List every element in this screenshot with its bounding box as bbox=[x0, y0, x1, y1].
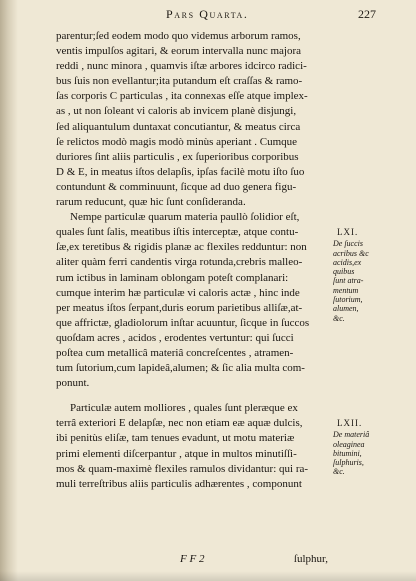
margin-note-line: ſulphuris, bbox=[333, 458, 364, 468]
text-line: as , ut non ſoleant vi caloris ab invicem planè disjungi, bbox=[56, 105, 297, 118]
margin-note-line: ſunt atra- bbox=[333, 276, 364, 286]
margin-note-lxi bbox=[333, 228, 405, 323]
catchword: ſulphur, bbox=[293, 553, 328, 565]
text-line: per meatus iſtos ſerpant,duris eorum parietibus alliſæ,at- bbox=[56, 301, 303, 314]
text-line: ſed aliquantulum duntaxat concutiantur, & meatus circa bbox=[56, 120, 301, 133]
text-line: que affrictæ, gladiolorum inſtar acuuntur, ſicque in ſuccos bbox=[56, 316, 310, 329]
margin-note-line: alumen, bbox=[333, 304, 359, 314]
margin-note-line: oleaginea bbox=[333, 439, 365, 449]
signature-mark: F F 2 bbox=[180, 553, 205, 565]
text-line: contundunt & comminuunt, ſicque ad duo genera figu- bbox=[56, 180, 297, 193]
text-line: primi elementi diſcerpantur , atque in multos minutiſſi- bbox=[56, 447, 297, 460]
margin-note-lxii bbox=[333, 419, 405, 477]
text-line: Particulæ autem molliores , quales ſunt pleræque ex bbox=[70, 402, 298, 415]
margin-note-number: LXI. bbox=[337, 227, 359, 237]
text-line: tum ſutorium,cum lapideâ,alumen; & ſic alia multa com- bbox=[56, 362, 305, 375]
text-line: parentur;ſed eodem modo quo videmus arborum ramos, bbox=[56, 30, 301, 42]
text-line: quoſdam acres , acidos , erodentes vertuntur: qui ſucci bbox=[56, 331, 294, 344]
main-text bbox=[56, 29, 329, 492]
paragraph-1 bbox=[56, 29, 329, 210]
margin-note-number: LXII. bbox=[337, 418, 363, 428]
margin-note-text bbox=[333, 239, 405, 323]
text-line: rarum reducunt, quæ hic ſunt conſideranda. bbox=[56, 196, 246, 209]
paragraph-2 bbox=[56, 210, 329, 391]
text-line: ponunt. bbox=[56, 377, 90, 390]
margin-note-line: bitumini, bbox=[333, 448, 362, 458]
paragraph-gap bbox=[56, 391, 329, 401]
margin-note-line: &c. bbox=[333, 467, 345, 477]
text-line: cumque interim hæ particulæ vi caloris actæ , hinc inde bbox=[56, 286, 300, 299]
text-line: terrâ exteriori E delapſæ, nec non etiam eæ aquæ dulcis, bbox=[56, 417, 303, 430]
page-gutter-shadow bbox=[0, 0, 18, 581]
text-line: ſæ,ex teretibus & rigidis planæ ac flexiles redduntur: non bbox=[56, 241, 307, 254]
margin-note-line: ſutorium, bbox=[333, 295, 363, 305]
text-line: muli terreſtribus aliis particulis adhærentes , componunt bbox=[56, 477, 302, 490]
text-line: rum ictibus in laminam oblongam poteſt complanari: bbox=[56, 271, 289, 284]
text-line: ſe relictos modò magis modò minùs aperiant . Cumque bbox=[56, 135, 298, 148]
text-line: mos & quam-maximè flexiles ramulos dividantur: qui ra- bbox=[56, 462, 309, 475]
margin-note-line: acidis,ex bbox=[333, 257, 362, 267]
margin-note-line: De ſuccis bbox=[333, 239, 363, 249]
text-line: duriores ſint aliis particulis , ex ſuperioribus corporibus bbox=[56, 150, 299, 163]
text-line: bus ſuis non evellantur;ita putandum eſt craſſas & ramo- bbox=[56, 75, 303, 88]
text-line: ventis impulſos agitari, & eorum intervalla nunc majora bbox=[56, 45, 301, 58]
text-line: poſtea cum metallicâ materiâ concreſcentes , atramen- bbox=[56, 346, 294, 359]
text-line: ſas corporis C particulas , ita connexas eſſe atque implex- bbox=[56, 90, 308, 103]
margin-note-line: &c. bbox=[333, 313, 345, 323]
margin-note-line: acribus &c bbox=[333, 248, 369, 258]
margin-note-line: mentum bbox=[333, 285, 359, 295]
page-number: 227 bbox=[358, 7, 376, 21]
margin-note-line: quibus bbox=[333, 267, 355, 277]
margin-note-line: De materiâ bbox=[333, 430, 370, 440]
text-line: ibi penitùs eliſæ, tam tenues evadunt, ut motu materiæ bbox=[56, 432, 295, 445]
text-line: reddi , nunc minora , quamvis iſtæ arbores idcirco radici- bbox=[56, 60, 307, 73]
text-line: Nempe particulæ quarum materia paullò ſolidior eſt, bbox=[70, 211, 300, 224]
page-header bbox=[40, 7, 376, 23]
margin-note-text bbox=[333, 430, 405, 476]
paragraph-3 bbox=[56, 401, 329, 492]
text-line: quales ſunt ſalis, meatibus iſtis interceptæ, atque contu- bbox=[56, 226, 299, 239]
text-line: D & E, in meatus iſtos delapſis, ipſas facilè motu iſto ſuo bbox=[56, 165, 305, 178]
text-line: aliter quàm ferri candentis virga rotunda,crebris malleo- bbox=[56, 256, 303, 269]
running-head: Pars Quarta. bbox=[166, 7, 249, 21]
page-bottom-shadow bbox=[0, 571, 416, 581]
